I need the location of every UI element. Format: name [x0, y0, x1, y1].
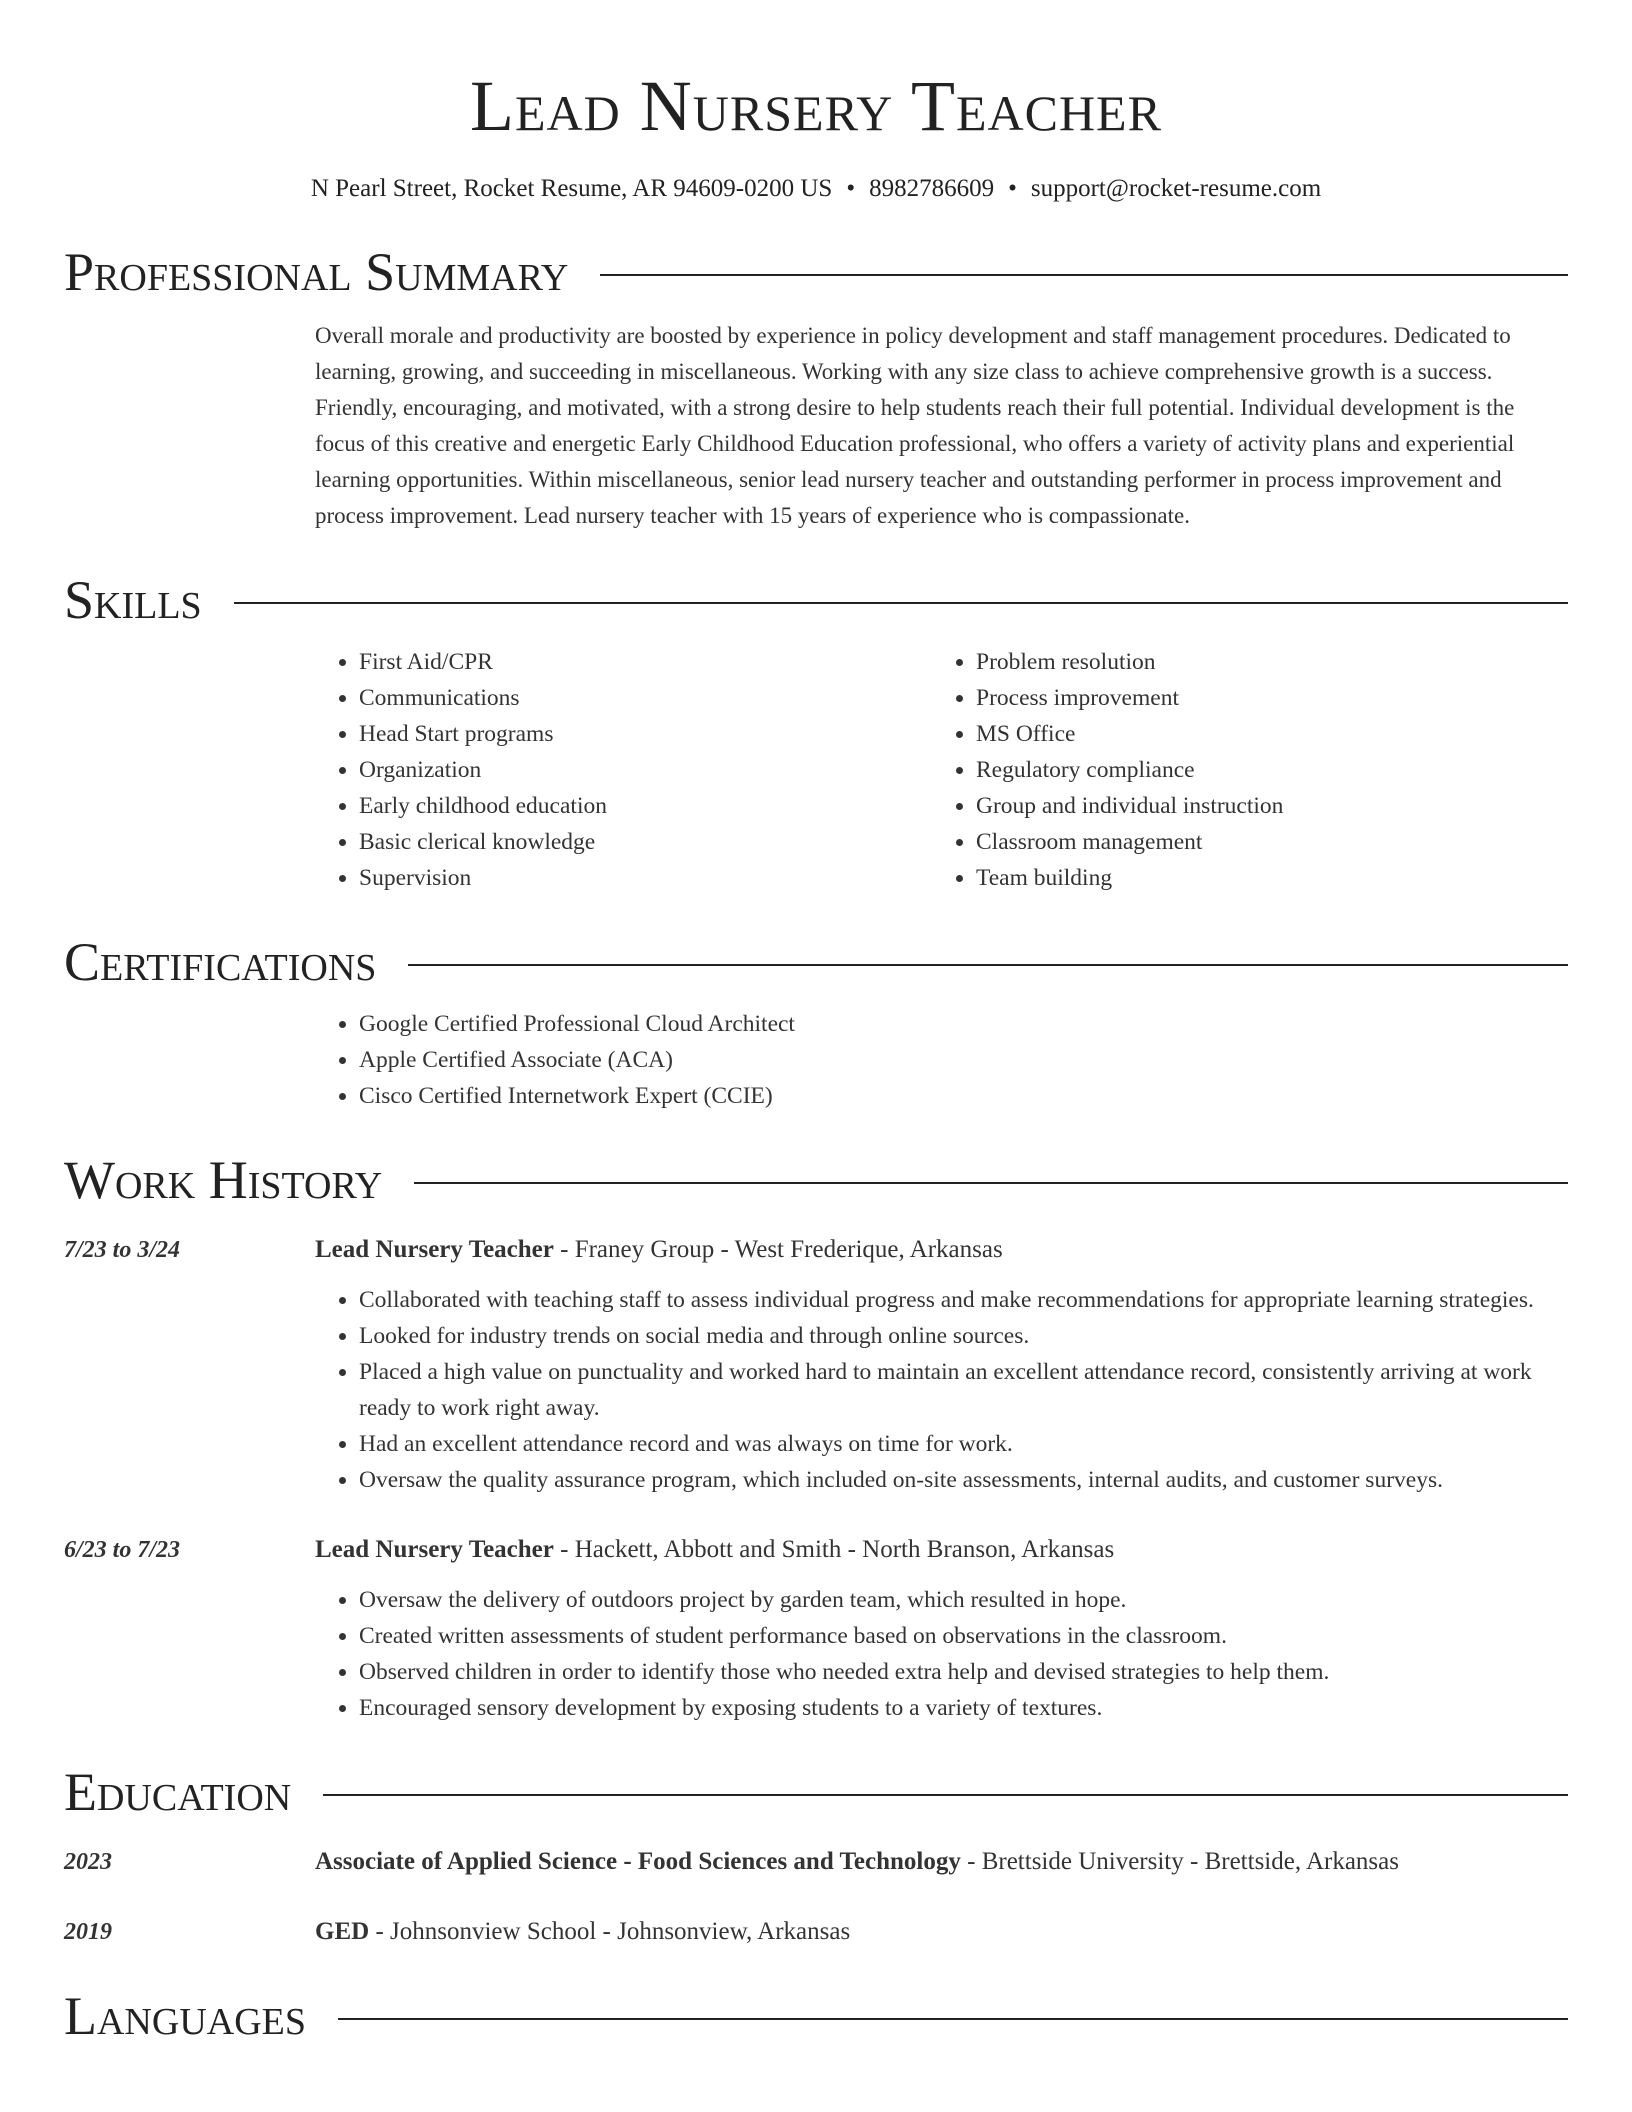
education-entry-date: 2023 — [64, 1849, 112, 1875]
skill-item: • Head Start programs — [359, 716, 932, 752]
contact-line — [64, 172, 1568, 206]
work-entry-title-line — [315, 1532, 1568, 1568]
work-bullet: • Collaborated with teaching staff to assess individual progress and make recommendations for appropriate learning strategies. — [359, 1282, 1568, 1318]
education-section-header — [64, 1760, 1568, 1824]
section-divider — [234, 602, 1568, 604]
contact-email[interactable]: support@rocket-resume.com — [1030, 175, 1322, 202]
section-divider — [414, 1182, 1568, 1184]
degree-title: GED — [315, 1918, 370, 1945]
summary-section-header — [64, 240, 1568, 304]
work-bullet: • Oversaw the delivery of outdoors project by garden team, which resulted in hope. — [359, 1582, 1568, 1618]
skill-item: • Process improvement — [976, 680, 1549, 716]
work-entry — [64, 1532, 1568, 1726]
skill-item: • Regulatory compliance — [976, 752, 1549, 788]
skills-columns — [315, 644, 1568, 896]
skill-item: • Communications — [359, 680, 932, 716]
education-entry-date: 2019 — [64, 1919, 112, 1945]
skills-section-header — [64, 568, 1568, 632]
skill-item: • Organization — [359, 752, 932, 788]
education-entry — [64, 1914, 1568, 1950]
work-bullet: • Had an excellent attendance record and was always on time for work. — [359, 1426, 1568, 1462]
skill-item: • First Aid/CPR — [359, 644, 932, 680]
contact-phone: 8982786609 — [869, 175, 995, 202]
contact-separator: • — [846, 175, 856, 202]
work-entry-content — [315, 1232, 1568, 1498]
work-bullet: • Oversaw the quality assurance program, which included on-site assessments, internal audits, and customer surveys. — [359, 1462, 1568, 1498]
certifications-heading: Certifications — [64, 932, 377, 992]
skill-item: • Problem resolution — [976, 644, 1549, 680]
education-entry-content — [315, 1914, 1568, 1950]
degree-title: Associate of Applied Science - Food Sciences and Technology — [315, 1848, 961, 1875]
summary-text: Overall morale and productivity are boosted by experience in policy development and staff management procedures. Dedicated to learning, growing, and succeeding in miscellaneous. Working with any size class to achieve comprehensive growth is a success. Friendly, encouraging, and motivated, with a strong desire to help students reach their full potential. Individual development is the focus of this creative and energetic Early Childhood Education professional, who offers a variety of activity plans and experiential learning opportunities. Within miscellaneous, senior lead nursery teacher and outstanding performer in process improvement and process improvement. Lead nursery teacher with 15 years of experience who is compassionate. — [315, 323, 1515, 528]
work-history-heading: Work History — [64, 1150, 383, 1210]
certifications-section-header — [64, 930, 1568, 994]
work-entry-content — [315, 1532, 1568, 1726]
skill-item: • MS Office — [976, 716, 1549, 752]
work-bullet: • Created written assessments of student performance based on observations in the classroom. — [359, 1618, 1568, 1654]
job-title: Lead Nursery Teacher — [315, 1236, 554, 1263]
certification-item: • Cisco Certified Internetwork Expert (CCIE) — [359, 1078, 1568, 1114]
section-divider — [323, 1794, 1568, 1796]
contact-address: N Pearl Street, Rocket Resume, AR 94609-0200 US — [310, 175, 833, 202]
job-employer-location: - Hackett, Abbott and Smith - North Branson, Arkansas — [553, 1536, 1115, 1563]
section-divider — [600, 274, 1568, 276]
skill-item: • Supervision — [359, 860, 932, 896]
school-location: - Brettside University - Brettside, Arkansas — [960, 1848, 1399, 1875]
skill-item: • Group and individual instruction — [976, 788, 1549, 824]
work-entry — [64, 1232, 1568, 1498]
education-entry — [64, 1844, 1568, 1880]
job-employer-location: - Franey Group - West Frederique, Arkansas — [553, 1236, 1003, 1263]
summary-heading: Professional Summary — [64, 242, 569, 302]
certifications-list — [315, 1006, 1568, 1114]
job-title: Lead Nursery Teacher — [315, 1536, 554, 1563]
contact-separator: • — [1008, 175, 1017, 202]
certification-item: • Apple Certified Associate (ACA) — [359, 1042, 1568, 1078]
skill-item: • Team building — [976, 860, 1549, 896]
skill-item: • Classroom management — [976, 824, 1549, 860]
school-location: - Johnsonview School - Johnsonview, Arkansas — [369, 1918, 851, 1945]
work-history-section-header — [64, 1148, 1568, 1212]
certification-item: • Google Certified Professional Cloud Architect — [359, 1006, 1568, 1042]
skill-item: • Early childhood education — [359, 788, 932, 824]
resume-page — [64, 0, 1568, 2048]
section-divider — [338, 2018, 1568, 2020]
work-bullet: • Looked for industry trends on social media and through online sources. — [359, 1318, 1568, 1354]
skills-heading: Skills — [64, 570, 202, 630]
languages-section-header — [64, 1984, 1568, 2048]
education-heading: Education — [64, 1762, 292, 1822]
work-bullet: • Encouraged sensory development by exposing students to a variety of textures. — [359, 1690, 1568, 1726]
work-entry-date: 7/23 to 3/24 — [64, 1237, 181, 1263]
work-bullet: • Placed a high value on punctuality and worked hard to maintain an excellent attendance record, consistently arriving at work ready to work right away. — [359, 1354, 1568, 1426]
candidate-name: Lead Nursery Teacher — [470, 66, 1162, 146]
education-entry-title-line — [315, 1914, 1568, 1950]
skills-column-right — [932, 644, 1549, 896]
skill-item: • Basic clerical knowledge — [359, 824, 932, 860]
skills-column-left — [315, 644, 932, 896]
education-entry-content — [315, 1844, 1568, 1880]
languages-heading: Languages — [64, 1986, 306, 2046]
work-bullet: • Observed children in order to identify those who needed extra help and devised strategies to help them. — [359, 1654, 1568, 1690]
education-entry-title-line — [315, 1844, 1568, 1880]
section-divider — [408, 964, 1568, 966]
work-entry-title-line — [315, 1232, 1568, 1268]
work-entry-date: 6/23 to 7/23 — [64, 1537, 181, 1563]
